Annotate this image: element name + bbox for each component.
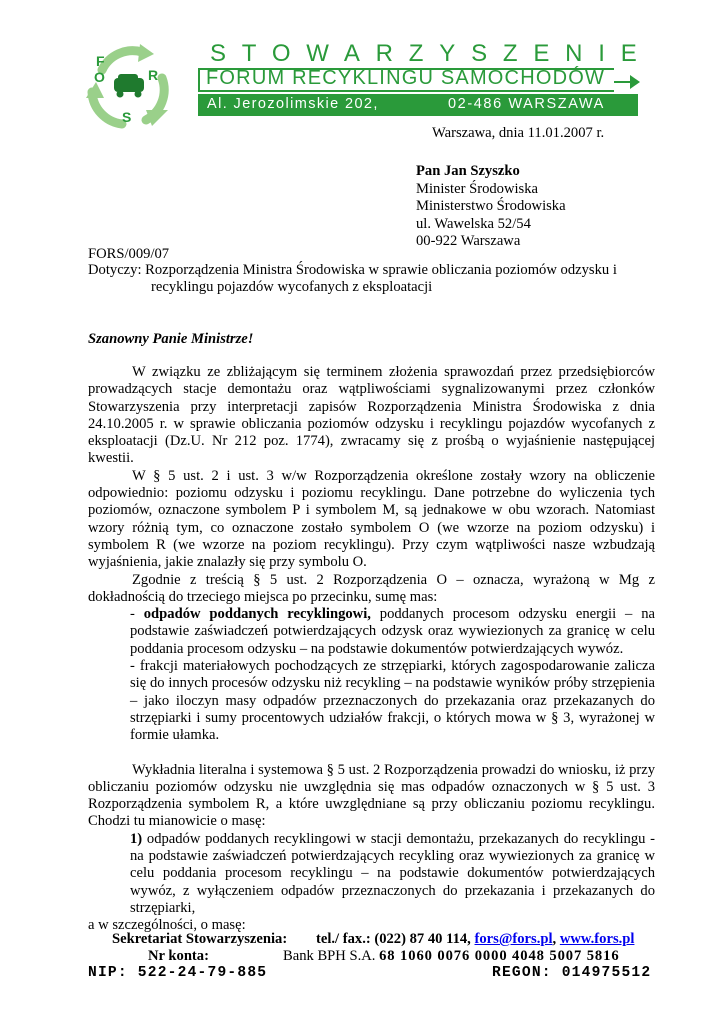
recipient-city: 00-922 Warszawa bbox=[416, 233, 521, 249]
item-text: odpadów poddanych recyklingowi w stacji demontażu, przekazanych do recyklingu - na podstawie zaświadczeń potwierdzających recykling oraz wywiezionych za granicę w celu poddania procesom recyklingu – na podstawie dokumentów potwierdzających wywóz, z wyłączeniem odpadów przeznaczonych do przekazania i przekazanych do strzępiarki, bbox=[130, 830, 655, 916]
recipient-title: Minister Środowiska bbox=[416, 180, 539, 197]
logo-letter-s: S bbox=[122, 109, 132, 125]
paragraph-closing: a w szczególności, o masę: bbox=[88, 917, 246, 934]
footer-regon: REGON: 014975512 bbox=[492, 965, 652, 981]
bullet-bold-phrase: odpadów poddanych recyklingowi, bbox=[143, 606, 371, 623]
item-number: 1) bbox=[130, 830, 143, 847]
footer-nip: NIP: 522-24-79-885 bbox=[88, 965, 268, 981]
organization-name: STOWARZYSZENIE bbox=[210, 40, 653, 67]
logo-letter-f: F bbox=[96, 53, 105, 69]
bullet-dash: - bbox=[130, 606, 144, 623]
bullet-text: poddanych procesom odzysku energii – na podstawie zaświadczeń potwierdzających odzysk oraz wywiezionych za granicę w celu poddania procesom odzysku – na podstawie dokumentów potwierdzających wywóz. bbox=[130, 606, 655, 657]
account-number: 68 1060 0076 0000 4048 5007 5816 bbox=[379, 948, 620, 964]
recipient-block bbox=[416, 163, 566, 251]
fors-recycling-logo bbox=[82, 40, 174, 132]
arrow-icon bbox=[614, 72, 640, 94]
paragraph-formulas: W § 5 ust. 2 i ust. 3 w/w Rozporządzenia określone zostały wzory na obliczenie odpowiednio: poziomu odzysku i poziomu recyklingu. Dane potrzebne do wyliczenia tych poziomów, oznaczone symbolem P i symbolem M, są jednakowe w obu wzorach. Natomiast wzory różnią tym, co oznaczone zostało symbolem O (we wzorze na poziom odzysku) i symbolem R (we wzorze na poziom recyklingu). Przy czym wątpliwości nasze wzbudzają wyjaśnienia, jakie znalazły się przy symbolu O. bbox=[88, 467, 655, 571]
subject-line-2: recyklingu pojazdów wycofanych z eksploatacji bbox=[151, 279, 433, 295]
logo-letter-r: R bbox=[148, 67, 159, 83]
address-street: Al. Jerozolimskie 202, bbox=[207, 96, 379, 112]
date-line: Warszawa, dnia 11.01.2007 r. bbox=[432, 125, 605, 141]
logo-letter-o: O bbox=[94, 69, 105, 85]
footer-account-label: Nr konta: bbox=[148, 948, 209, 964]
footer-secretariat-label: Sekretariat Stowarzyszenia: bbox=[112, 931, 288, 947]
reference-number: FORS/009/07 bbox=[88, 246, 170, 262]
recipient-ministry: Ministerstwo Środowiska bbox=[416, 198, 566, 214]
website-link[interactable]: www.fors.pl bbox=[559, 931, 635, 947]
bullet-recycled-waste bbox=[88, 606, 655, 658]
bank-name: Bank BPH S.A. bbox=[283, 948, 376, 964]
paragraph-symbol-o: Zgodnie z treścią § 5 ust. 2 Rozporządzenia O – oznacza, wyrażoną w Mg z dokładnością do trzeciego miejsca po przecinku, sumę mas: bbox=[88, 571, 655, 605]
footer-separator: , bbox=[552, 931, 557, 947]
salutation: Szanowny Panie Ministrze! bbox=[88, 331, 254, 347]
letter-body bbox=[88, 364, 655, 935]
paragraph-interpretation: Wykładnia literalna i systemowa § 5 ust. 2 Rozporządzenia prowadzi do wniosku, iż przy obliczaniu poziomów odzysku nie uwzględnia się mas odpadów oznaczonych w § 5 ust. 3 Rozporządzenia symbolem R, a które uwzględniane są przy obliczaniu poziomu recyklingu. Chodzi tu mianowicie o masę: bbox=[88, 761, 655, 830]
recipient-name: Pan Jan Szyszko bbox=[416, 163, 520, 179]
paragraph-intro: W związku ze zbliżającym się terminem złożenia sprawozdań przez przedsiębiorców prowadzących stacje demontażu oraz wątpliwościami sygnalizowanymi przez członków Stowarzyszenia przy interpretacji zapisów Rozporządzenia Ministra Środowiska z dnia 24.10.2005 r. w sprawie obliczania poziomów odzysku i recyklingu pojazdów wycofanych z eksploatacji (Dz.U. Nr 212 poz. 1774), zwracamy się z prośbą o wyjaśnienie następującej kwestii. bbox=[88, 364, 655, 467]
email-link[interactable]: fors@fors.pl bbox=[474, 931, 553, 947]
bullet-shredder-fractions: - frakcji materiałowych pochodzących ze strzępiarki, których zagospodarowanie zalicza się do innych procesów odzysku niż recykling – na podstawie wyników próby strzępienia – jako iloczyn masy odpadów przeznaczonych do przekazania oraz przekazanych do strzępiarki i sumy procentowych udziałów frakcji, o których mowa w § 3, wyrażonej w formie ułamka. bbox=[130, 658, 655, 744]
footer-phone: tel./ fax.: (022) 87 40 114, bbox=[316, 931, 471, 947]
recipient-street: ul. Wawelska 52/54 bbox=[416, 215, 531, 232]
footer-contact bbox=[316, 931, 634, 948]
footer-bank bbox=[283, 948, 620, 965]
address-city: 02-486 WARSZAWA bbox=[448, 96, 605, 112]
numbered-item-1 bbox=[88, 831, 655, 917]
subject-line-1: Dotyczy: Rozporządzenia Ministra Środowiska w sprawie obliczania poziomów odzysku i bbox=[88, 262, 617, 278]
forum-name: FORUM RECYKLINGU SAMOCHODÓW bbox=[206, 67, 606, 89]
